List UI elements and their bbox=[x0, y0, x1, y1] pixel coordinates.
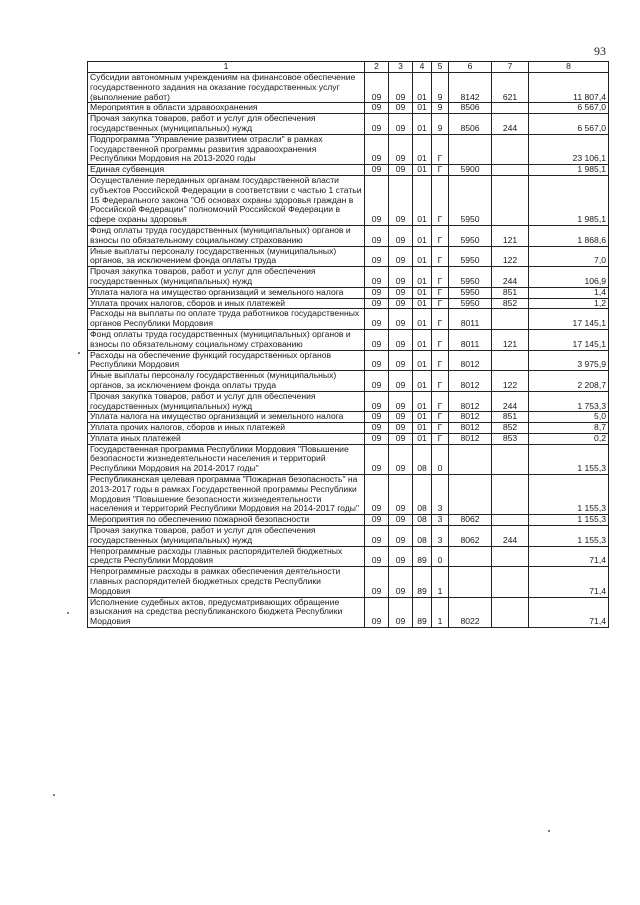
row-col-3: 09 bbox=[389, 597, 413, 627]
row-col-4: 01 bbox=[413, 433, 432, 444]
row-col-4: 01 bbox=[413, 103, 432, 114]
header-col-7: 7 bbox=[492, 62, 529, 73]
row-col-5: 9 bbox=[432, 114, 449, 135]
row-col-6: 8142 bbox=[449, 73, 492, 103]
row-col-4: 01 bbox=[413, 73, 432, 103]
row-col-5: 3 bbox=[432, 515, 449, 526]
row-col-7: 851 bbox=[492, 412, 529, 423]
row-col-4: 01 bbox=[413, 412, 432, 423]
row-col-6: 8011 bbox=[449, 309, 492, 330]
row-col-7 bbox=[492, 175, 529, 225]
row-col-3: 09 bbox=[389, 567, 413, 597]
row-col-2: 09 bbox=[365, 350, 389, 371]
row-name: Фонд оплаты труда государственных (муниципальных) органов и взносы по обязательному социальному страхованию bbox=[88, 329, 365, 350]
row-col-3: 09 bbox=[389, 515, 413, 526]
table-row bbox=[88, 175, 609, 225]
row-col-4: 01 bbox=[413, 423, 432, 434]
row-col-6: 8012 bbox=[449, 412, 492, 423]
row-col-3: 09 bbox=[389, 73, 413, 103]
row-col-5: Г bbox=[432, 165, 449, 176]
row-col-5: Г bbox=[432, 267, 449, 288]
row-col-4: 01 bbox=[413, 298, 432, 309]
row-amount: 7,0 bbox=[529, 246, 609, 267]
row-col-3: 09 bbox=[389, 371, 413, 392]
table-row bbox=[88, 350, 609, 371]
row-col-6: 8012 bbox=[449, 433, 492, 444]
row-col-5: Г bbox=[432, 423, 449, 434]
row-col-5: Г bbox=[432, 134, 449, 164]
row-col-2: 09 bbox=[365, 134, 389, 164]
row-col-7: 853 bbox=[492, 433, 529, 444]
row-name: Уплата иных платежей bbox=[88, 433, 365, 444]
row-col-3: 09 bbox=[389, 298, 413, 309]
table-row bbox=[88, 165, 609, 176]
row-col-6: 5950 bbox=[449, 225, 492, 246]
row-col-5: Г bbox=[432, 412, 449, 423]
row-amount: 1,4 bbox=[529, 287, 609, 298]
row-col-6: 8012 bbox=[449, 371, 492, 392]
row-col-6: 8506 bbox=[449, 114, 492, 135]
row-col-5: Г bbox=[432, 329, 449, 350]
row-name: Непрограммные расходы главных распорядителей бюджетных средств Республики Мордовия bbox=[88, 546, 365, 567]
row-col-6: 8022 bbox=[449, 597, 492, 627]
row-col-7: 244 bbox=[492, 526, 529, 547]
row-col-4: 08 bbox=[413, 444, 432, 474]
header-col-1: 1 bbox=[88, 62, 365, 73]
row-col-6: 8012 bbox=[449, 350, 492, 371]
row-name: Мероприятия в области здравоохранения bbox=[88, 103, 365, 114]
row-col-3: 09 bbox=[389, 433, 413, 444]
row-col-7: 852 bbox=[492, 423, 529, 434]
row-col-2: 09 bbox=[365, 444, 389, 474]
row-amount: 2 208,7 bbox=[529, 371, 609, 392]
row-col-5: Г bbox=[432, 225, 449, 246]
row-amount: 1 868,6 bbox=[529, 225, 609, 246]
table-row bbox=[88, 475, 609, 515]
row-col-3: 09 bbox=[389, 134, 413, 164]
table-row bbox=[88, 298, 609, 309]
row-col-5: Г bbox=[432, 350, 449, 371]
row-col-3: 09 bbox=[389, 287, 413, 298]
row-col-7 bbox=[492, 165, 529, 176]
header-col-6: 6 bbox=[449, 62, 492, 73]
row-col-2: 09 bbox=[365, 546, 389, 567]
row-name: Республиканская целевая программа "Пожарная безопасность" на 2013-2017 годы в рамках Государственной программы Республики Мордовия "Повышение безопасности жизнедеятельности населения и территорий Республики Мордовия на 2014-2017 годы" bbox=[88, 475, 365, 515]
row-name: Расходы на выплаты по оплате труда работников государственных органов Республики Мордовия bbox=[88, 309, 365, 330]
header-row bbox=[88, 62, 609, 73]
row-col-3: 09 bbox=[389, 475, 413, 515]
row-col-5: Г bbox=[432, 298, 449, 309]
table-row bbox=[88, 371, 609, 392]
row-col-5: Г bbox=[432, 371, 449, 392]
row-amount: 106,9 bbox=[529, 267, 609, 288]
row-col-4: 01 bbox=[413, 175, 432, 225]
table-row bbox=[88, 515, 609, 526]
row-col-6: 8062 bbox=[449, 526, 492, 547]
row-col-3: 09 bbox=[389, 423, 413, 434]
row-amount: 1 155,3 bbox=[529, 444, 609, 474]
table-row bbox=[88, 329, 609, 350]
table-row bbox=[88, 597, 609, 627]
table-row bbox=[88, 309, 609, 330]
row-name: Непрограммные расходы в рамках обеспечения деятельности главных распорядителей бюджетных средств Республики Мордовия bbox=[88, 567, 365, 597]
row-col-7: 122 bbox=[492, 371, 529, 392]
row-col-6 bbox=[449, 444, 492, 474]
row-col-7: 122 bbox=[492, 246, 529, 267]
row-col-6: 5950 bbox=[449, 175, 492, 225]
row-col-7 bbox=[492, 309, 529, 330]
row-col-4: 89 bbox=[413, 597, 432, 627]
row-col-7: 852 bbox=[492, 298, 529, 309]
row-name: Уплата прочих налогов, сборов и иных платежей bbox=[88, 298, 365, 309]
row-col-3: 09 bbox=[389, 165, 413, 176]
row-name: Мероприятия по обеспечению пожарной безопасности bbox=[88, 515, 365, 526]
row-name: Прочая закупка товаров, работ и услуг для обеспечения государственных (муниципальных) нужд bbox=[88, 267, 365, 288]
row-col-2: 09 bbox=[365, 433, 389, 444]
row-col-3: 09 bbox=[389, 350, 413, 371]
header-col-8: 8 bbox=[529, 62, 609, 73]
header-col-2: 2 bbox=[365, 62, 389, 73]
row-col-5: 1 bbox=[432, 567, 449, 597]
row-col-4: 01 bbox=[413, 165, 432, 176]
row-name: Прочая закупка товаров, работ и услуг для обеспечения государственных (муниципальных) нужд bbox=[88, 114, 365, 135]
row-col-5: 3 bbox=[432, 475, 449, 515]
row-col-5: Г bbox=[432, 175, 449, 225]
table-row bbox=[88, 567, 609, 597]
row-col-2: 09 bbox=[365, 475, 389, 515]
row-amount: 6 567,0 bbox=[529, 103, 609, 114]
row-col-2: 09 bbox=[365, 73, 389, 103]
row-col-7: 121 bbox=[492, 225, 529, 246]
row-name: Фонд оплаты труда государственных (муниципальных) органов и взносы по обязательному социальному страхованию bbox=[88, 225, 365, 246]
row-col-2: 09 bbox=[365, 391, 389, 412]
row-col-4: 01 bbox=[413, 114, 432, 135]
row-col-7: 244 bbox=[492, 267, 529, 288]
table-row bbox=[88, 246, 609, 267]
row-amount: 1 155,3 bbox=[529, 515, 609, 526]
table-row bbox=[88, 103, 609, 114]
budget-table bbox=[87, 61, 609, 628]
row-col-7: 244 bbox=[492, 114, 529, 135]
row-col-2: 09 bbox=[365, 597, 389, 627]
row-col-7: 621 bbox=[492, 73, 529, 103]
row-col-4: 01 bbox=[413, 329, 432, 350]
table-row bbox=[88, 73, 609, 103]
row-col-7 bbox=[492, 597, 529, 627]
row-col-2: 09 bbox=[365, 287, 389, 298]
row-amount: 3 975,9 bbox=[529, 350, 609, 371]
row-amount: 23 106,1 bbox=[529, 134, 609, 164]
row-col-4: 01 bbox=[413, 309, 432, 330]
row-col-4: 08 bbox=[413, 526, 432, 547]
row-col-3: 09 bbox=[389, 412, 413, 423]
scan-speck bbox=[78, 352, 80, 354]
page-number: 93 bbox=[594, 44, 606, 58]
row-col-2: 09 bbox=[365, 267, 389, 288]
row-col-6: 8012 bbox=[449, 423, 492, 434]
table-row bbox=[88, 134, 609, 164]
row-col-4: 01 bbox=[413, 350, 432, 371]
row-amount: 71,4 bbox=[529, 546, 609, 567]
row-col-4: 01 bbox=[413, 267, 432, 288]
table-row bbox=[88, 114, 609, 135]
row-col-4: 01 bbox=[413, 287, 432, 298]
table-row bbox=[88, 225, 609, 246]
row-col-6: 8012 bbox=[449, 391, 492, 412]
row-amount: 71,4 bbox=[529, 597, 609, 627]
row-amount: 1 753,3 bbox=[529, 391, 609, 412]
header-col-4: 4 bbox=[413, 62, 432, 73]
row-col-6: 8062 bbox=[449, 515, 492, 526]
row-amount: 71,4 bbox=[529, 567, 609, 597]
row-col-4: 08 bbox=[413, 475, 432, 515]
row-name: Уплата налога на имущество организаций и земельного налога bbox=[88, 287, 365, 298]
row-amount: 5,0 bbox=[529, 412, 609, 423]
row-col-2: 09 bbox=[365, 246, 389, 267]
row-name: Осуществление переданных органам государственной власти субъектов Российской Федерации в соответствии с частью 1 статьи 15 Федерального закона "Об основах охраны здоровья граждан в Российской Федерации" полномочий Российской Федерации в сфере охраны здоровья bbox=[88, 175, 365, 225]
row-col-7 bbox=[492, 350, 529, 371]
row-col-2: 09 bbox=[365, 371, 389, 392]
row-col-3: 09 bbox=[389, 246, 413, 267]
row-col-5: Г bbox=[432, 287, 449, 298]
row-col-5: Г bbox=[432, 309, 449, 330]
scan-speck bbox=[53, 794, 55, 796]
row-col-3: 09 bbox=[389, 225, 413, 246]
row-col-7 bbox=[492, 567, 529, 597]
row-col-2: 09 bbox=[365, 298, 389, 309]
row-name: Исполнение судебных актов, предусматривающих обращение взыскания на средства республиканского бюджета Республики Мордовия bbox=[88, 597, 365, 627]
row-col-2: 09 bbox=[365, 329, 389, 350]
row-col-3: 09 bbox=[389, 391, 413, 412]
row-col-6 bbox=[449, 134, 492, 164]
row-col-2: 09 bbox=[365, 309, 389, 330]
row-col-6 bbox=[449, 475, 492, 515]
row-col-3: 09 bbox=[389, 546, 413, 567]
row-col-6 bbox=[449, 546, 492, 567]
row-col-7 bbox=[492, 546, 529, 567]
row-col-3: 09 bbox=[389, 444, 413, 474]
row-amount: 17 145,1 bbox=[529, 309, 609, 330]
scan-speck bbox=[548, 830, 550, 832]
row-col-3: 09 bbox=[389, 267, 413, 288]
row-col-6 bbox=[449, 567, 492, 597]
row-name: Иные выплаты персоналу государственных (муниципальных) органов, за исключением фонда оплаты труда bbox=[88, 246, 365, 267]
row-col-6: 8011 bbox=[449, 329, 492, 350]
row-col-3: 09 bbox=[389, 103, 413, 114]
row-amount: 1 985,1 bbox=[529, 165, 609, 176]
row-col-5: 0 bbox=[432, 444, 449, 474]
scan-speck bbox=[67, 612, 69, 614]
row-col-2: 09 bbox=[365, 175, 389, 225]
row-col-4: 01 bbox=[413, 134, 432, 164]
row-col-6: 5950 bbox=[449, 298, 492, 309]
row-col-3: 09 bbox=[389, 114, 413, 135]
row-col-2: 09 bbox=[365, 225, 389, 246]
table-row bbox=[88, 391, 609, 412]
row-amount: 1 155,3 bbox=[529, 475, 609, 515]
row-col-4: 01 bbox=[413, 225, 432, 246]
row-col-4: 01 bbox=[413, 391, 432, 412]
row-col-4: 01 bbox=[413, 371, 432, 392]
table-row bbox=[88, 433, 609, 444]
row-amount: 6 567,0 bbox=[529, 114, 609, 135]
row-amount: 1 985,1 bbox=[529, 175, 609, 225]
table-row bbox=[88, 287, 609, 298]
row-col-2: 09 bbox=[365, 526, 389, 547]
row-col-6: 5950 bbox=[449, 287, 492, 298]
row-col-5: Г bbox=[432, 246, 449, 267]
row-col-2: 09 bbox=[365, 423, 389, 434]
table-row bbox=[88, 546, 609, 567]
row-col-5: 0 bbox=[432, 546, 449, 567]
row-col-2: 09 bbox=[365, 114, 389, 135]
row-col-3: 09 bbox=[389, 309, 413, 330]
row-col-5: Г bbox=[432, 391, 449, 412]
row-col-2: 09 bbox=[365, 103, 389, 114]
row-col-5: 9 bbox=[432, 103, 449, 114]
row-col-6: 5950 bbox=[449, 267, 492, 288]
row-col-6: 8506 bbox=[449, 103, 492, 114]
row-col-2: 09 bbox=[365, 165, 389, 176]
row-col-4: 01 bbox=[413, 246, 432, 267]
row-col-5: 3 bbox=[432, 526, 449, 547]
row-col-4: 08 bbox=[413, 515, 432, 526]
row-col-7 bbox=[492, 134, 529, 164]
row-name: Уплата налога на имущество организаций и земельного налога bbox=[88, 412, 365, 423]
row-col-6: 5950 bbox=[449, 246, 492, 267]
row-amount: 1 155,3 bbox=[529, 526, 609, 547]
row-name: Субсидии автономным учреждениям на финансовое обеспечение государственного задания на оказание государственных услуг (выполнение работ) bbox=[88, 73, 365, 103]
row-name: Единая субвенция bbox=[88, 165, 365, 176]
row-col-2: 09 bbox=[365, 567, 389, 597]
row-name: Расходы на обеспечение функций государственных органов Республики Мордовия bbox=[88, 350, 365, 371]
row-col-7 bbox=[492, 515, 529, 526]
row-name: Прочая закупка товаров, работ и услуг для обеспечения государственных (муниципальных) нужд bbox=[88, 526, 365, 547]
table-row bbox=[88, 526, 609, 547]
row-col-2: 09 bbox=[365, 515, 389, 526]
header-col-3: 3 bbox=[389, 62, 413, 73]
table-row bbox=[88, 444, 609, 474]
row-col-3: 09 bbox=[389, 526, 413, 547]
table-row bbox=[88, 267, 609, 288]
row-col-2: 09 bbox=[365, 412, 389, 423]
row-col-5: Г bbox=[432, 433, 449, 444]
row-amount: 8,7 bbox=[529, 423, 609, 434]
row-col-7: 851 bbox=[492, 287, 529, 298]
row-name: Прочая закупка товаров, работ и услуг для обеспечения государственных (муниципальных) нужд bbox=[88, 391, 365, 412]
row-col-5: 1 bbox=[432, 597, 449, 627]
row-col-4: 89 bbox=[413, 567, 432, 597]
row-col-3: 09 bbox=[389, 175, 413, 225]
row-amount: 17 145,1 bbox=[529, 329, 609, 350]
table-row bbox=[88, 412, 609, 423]
row-name: Государственная программа Республики Мордовия "Повышение безопасности жизнедеятельности населения и территорий Республики Мордовия на 2014-2017 годы" bbox=[88, 444, 365, 474]
row-amount: 0,2 bbox=[529, 433, 609, 444]
table-row bbox=[88, 423, 609, 434]
header-col-5: 5 bbox=[432, 62, 449, 73]
row-col-6: 5900 bbox=[449, 165, 492, 176]
row-name: Подпрограмма "Управление развитием отрасли" в рамках Государственной программы развития здравоохранения Республики Мордовия на 2013-2020 годы bbox=[88, 134, 365, 164]
row-amount: 11 807,4 bbox=[529, 73, 609, 103]
row-name: Иные выплаты персоналу государственных (муниципальных) органов, за исключением фонда оплаты труда bbox=[88, 371, 365, 392]
row-amount: 1,2 bbox=[529, 298, 609, 309]
row-col-7 bbox=[492, 475, 529, 515]
row-col-7 bbox=[492, 103, 529, 114]
table-body bbox=[88, 73, 609, 628]
row-col-3: 09 bbox=[389, 329, 413, 350]
row-col-7 bbox=[492, 444, 529, 474]
row-col-4: 89 bbox=[413, 546, 432, 567]
row-col-5: 9 bbox=[432, 73, 449, 103]
row-col-7: 244 bbox=[492, 391, 529, 412]
row-col-7: 121 bbox=[492, 329, 529, 350]
row-name: Уплата прочих налогов, сборов и иных платежей bbox=[88, 423, 365, 434]
